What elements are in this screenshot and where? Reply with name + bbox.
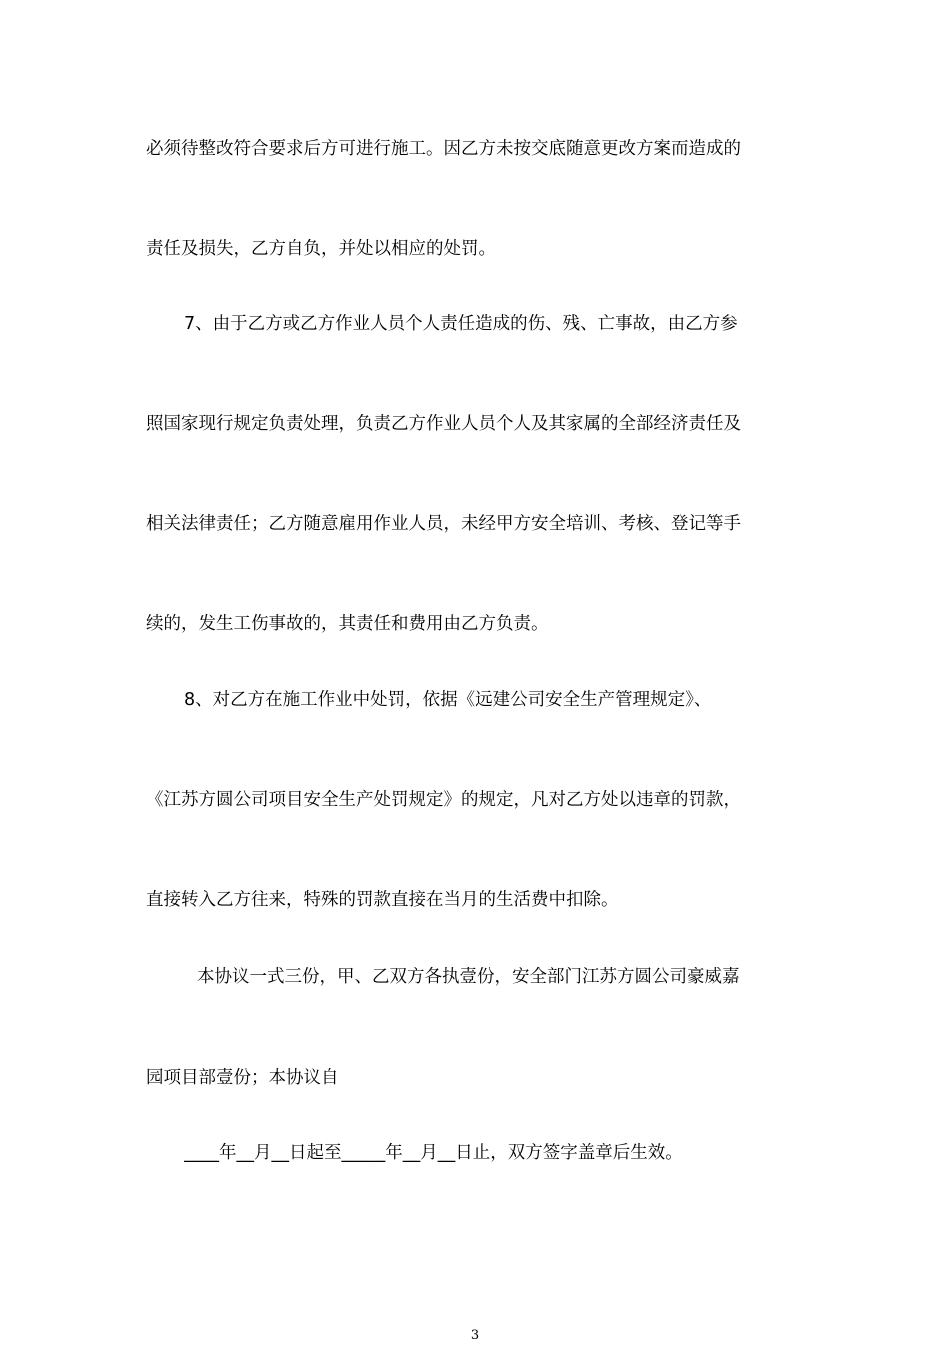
paragraph-line: 本协议一式三份，甲、乙双方各执壹份，安全部门江苏方圆公司豪威嘉 [197, 967, 740, 987]
page-number: 3 [470, 1328, 480, 1343]
paragraph-line: 责任及损失，乙方自负，并处以相应的处罚。 [146, 239, 496, 259]
paragraph-line: 必须待整改符合要求后方可进行施工。因乙方未按交底随意更改方案而造成的 [146, 139, 741, 159]
paragraph-line: 相关法律责任；乙方随意雇用作业人员，未经甲方安全培训、考核、登记等手 [146, 514, 741, 534]
paragraph-line: ____年__月__日起至_____年__月__日止，双方签字盖章后生效。 [184, 1143, 683, 1163]
paragraph-line: 园项目部壹份；本协议自 [146, 1068, 339, 1088]
paragraph-line: 照国家现行规定负责处理，负责乙方作业人员个人及其家属的全部经济责任及 [146, 414, 741, 434]
paragraph-line: 续的，发生工伤事故的，其责任和费用由乙方负责。 [146, 614, 549, 634]
paragraph-line: 直接转入乙方往来，特殊的罚款直接在当月的生活费中扣除。 [146, 890, 619, 910]
paragraph-line: 《江苏方圆公司项目安全生产处罚规定》的规定，凡对乙方处以违章的罚款， [146, 790, 741, 810]
paragraph-line: 8、对乙方在施工作业中处罚，依据《远建公司安全生产管理规定》、 [184, 690, 712, 710]
paragraph-line: 7、由于乙方或乙方作业人员个人责任造成的伤、残、亡事故，由乙方参 [184, 314, 738, 334]
